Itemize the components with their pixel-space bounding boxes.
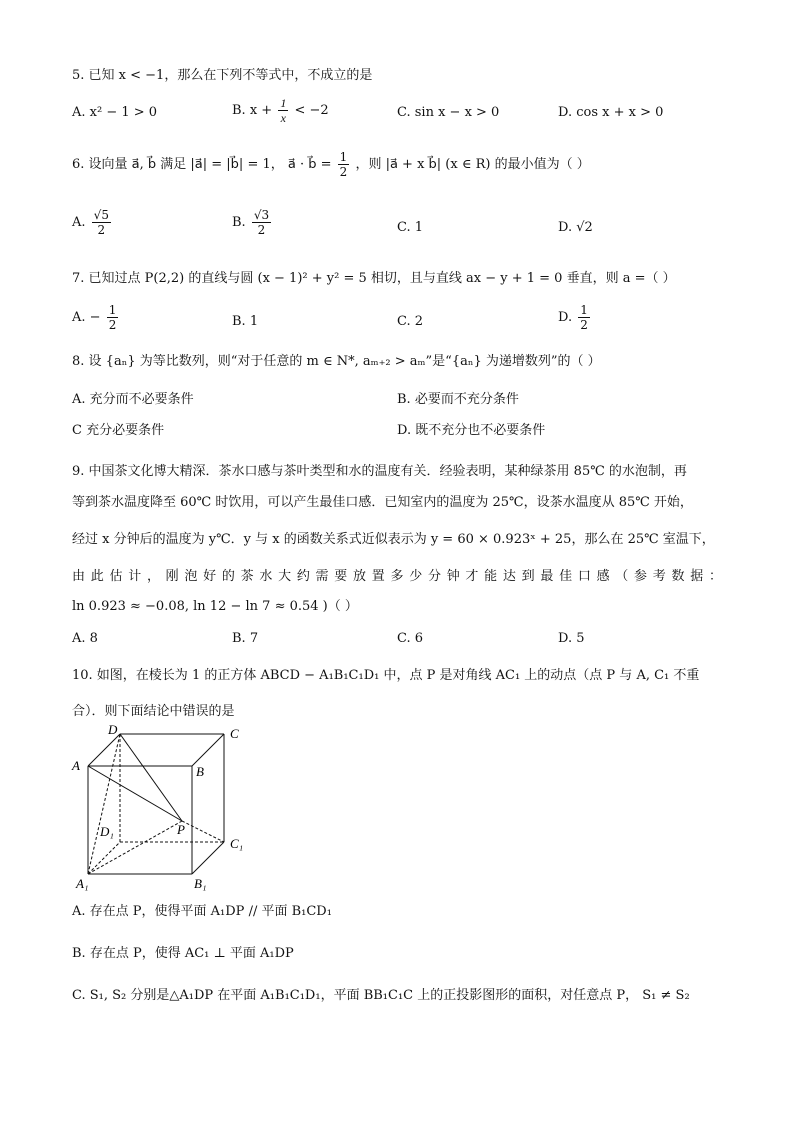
q9-line-1: 9. 中国茶文化博大精深．茶水口感与茶叶类型和水的温度有关．经验表明，某种绿茶用 85℃ 的水泡制，再 [72,464,687,479]
q10-option-a[interactable]: A. 存在点 P，使得平面 A₁DP // 平面 B₁CD₁ [72,904,332,919]
edge-b-c [192,734,224,766]
q9-line-4: 由此估计，刚泡好的茶水大约需要放置多少分钟才能达到最佳口感（参考数据： [72,569,722,584]
q8-option-a[interactable]: A. 充分而不必要条件 [72,392,194,407]
label-d: D [108,722,118,737]
label-a: A [72,758,80,773]
label-a1: A₁ [76,876,89,891]
q6-a-fraction: $\frac{√5}{2}$ [93,208,109,237]
q6-stem-pre: 6. 设向量 a⃗, b⃗ 满足 |a⃗| = |b⃗| = 1， a⃗ · b⃗ = [72,157,332,172]
hidden-segment-p-c1 [182,821,224,842]
q5-option-b[interactable] [232,96,329,125]
hidden-edge-a1-d1 [88,842,120,874]
q7-option-d[interactable]: D. $\frac{1}{2}$ [558,303,588,332]
q7-option-b[interactable]: B. 1 [232,314,259,329]
label-c1: C₁ [230,836,244,851]
q6-b-fraction: $\frac{√3}{2}$ [253,208,270,237]
label-c: C [230,726,239,741]
q7-d-fraction: $\frac{1}{2}$ [580,303,588,332]
cube-figure [70,722,270,892]
q6-stem-post: ，则 |a⃗ + x b⃗| (x ∈ R) 的最小值为（ ） [355,157,590,172]
q10-line-1: 10. 如图，在棱长为 1 的正方体 ABCD − A₁B₁C₁D₁ 中，点 P 是对角线 AC₁ 上的动点（点 P 与 A, C₁ 不重 [72,668,700,683]
q10-line-2: 合）．则下面结论中错误的是 [72,704,235,719]
q7-option-a[interactable]: A. − $\frac{1}{2}$ [72,303,117,332]
q6-stem [72,150,590,179]
q6-option-d[interactable]: D. √2 [558,220,593,235]
q5-stem: 5. 已知 x < −1，那么在下列不等式中，不成立的是 [72,68,373,83]
q8-option-c[interactable]: C 充分必要条件 [72,423,165,438]
q5-option-a[interactable]: A. x² − 1 > 0 [72,105,158,120]
q10-option-b[interactable]: B. 存在点 P，使得 AC₁ ⊥ 平面 A₁DP [72,946,294,961]
q7-a-fraction: $\frac{1}{2}$ [108,303,117,332]
hidden-segment-a1-d [88,734,120,874]
label-p: P [177,822,185,837]
q5-option-c[interactable]: C. sin x − x > 0 [397,105,500,120]
edge-b1-c1 [192,842,224,874]
segment-d-p [120,734,182,821]
q9-option-c[interactable]: C. 6 [397,631,424,646]
q6-option-b[interactable]: B. $\frac{√3}{2}$ [232,208,270,237]
label-b: B [196,764,204,779]
q10-option-c[interactable]: C. S₁, S₂ 分别是△A₁DP 在平面 A₁B₁C₁D₁，平面 BB₁C₁C 上的正投影图形的面积，对任意点 P， S₁ ≠ S₂ [72,988,690,1003]
q8-option-b[interactable]: B. 必要而不充分条件 [397,392,519,407]
q8-stem: 8. 设 {aₙ} 为等比数列，则“对于任意的 m ∈ N*, aₘ₊₂ > aₘ”是“{aₙ} 为递增数列”的（ ） [72,354,601,369]
q9-line-2: 等到茶水温度降至 60℃ 时饮用，可以产生最佳口感．已知室内的温度为 25℃，设茶水温度从 85℃ 开始， [72,495,693,510]
q5-b-post: < −2 [294,103,329,118]
label-d1: D₁ [100,824,114,839]
q5-option-d[interactable]: D. cos x + x > 0 [558,105,664,120]
q6-stem-fraction: $\frac{1}{2}$ [339,150,348,179]
q5-b-pre: B. x + [232,103,273,118]
q6-option-a[interactable]: A. $\frac{√5}{2}$ [72,208,109,237]
label-b1: B₁ [194,876,207,891]
q7-stem: 7. 已知过点 P(2,2) 的直线与圆 (x − 1)² + y² = 5 相切，且与直线 ax − y + 1 = 0 垂直，则 a =（ ） [72,271,676,286]
q5-b-fraction: $\frac{1}{x}$ [280,96,287,125]
edge-a-d [88,734,120,766]
q8-option-d[interactable]: D. 既不充分也不必要条件 [397,423,546,438]
q9-option-b[interactable]: B. 7 [232,631,259,646]
q9-line-3: 经过 x 分钟后的温度为 y℃．y 与 x 的函数关系式近似表示为 y = 60 × 0.923ˣ + 25，那么在 25℃ 室温下， [72,532,715,547]
q6-option-c[interactable]: C. 1 [397,220,424,235]
q7-option-c[interactable]: C. 2 [397,314,424,329]
q9-option-a[interactable]: A. 8 [72,631,98,646]
q9-option-d[interactable]: D. 5 [558,631,585,646]
q9-line-5: ln 0.923 ≈ −0.08, ln 12 − ln 7 ≈ 0.54 )（ ） [72,599,358,614]
